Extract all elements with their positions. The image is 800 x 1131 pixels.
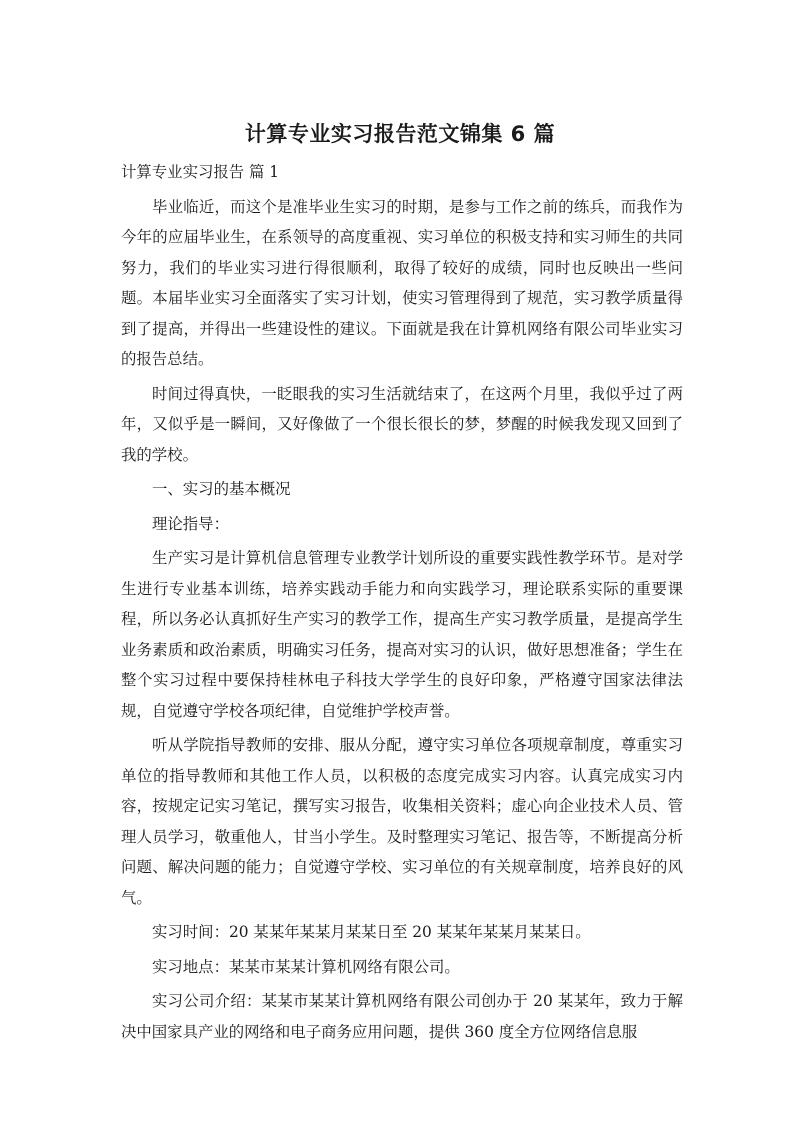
document-body [121,157,683,1051]
subheading: 理论指导： [152,514,229,533]
internship-place: 实习地点：某某市某某计算机网络有限公司。 [152,957,460,976]
paragraph: 时间过得真快，一眨眼我的实习生活就结束了，在这两个月里，我似乎过了两年，又似乎是一瞬间，又好像做了一个很长很长的梦，梦醒的时候我发现又回到了我的学校。 [121,384,683,464]
paragraph: 毕业临近，而这个是准毕业生实习的时期，是参与工作之前的练兵，而我作为今年的应届毕业生，在系领导的高度重视、实习单位的积极支持和实习师生的共同努力，我们的毕业实习进行得很顺利，取得了较好的成绩，同时也反映出一些问题。本届毕业实习全面落实了实习计划，使实习管理得到了规范，实习教学质量得到了提高，并得出一些建设性的建议。下面就是我在计算机网络有限公司毕业实习的报告总结。 [121,197,683,368]
section-heading: 计算专业实习报告 篇 1 [121,163,280,181]
document-title: 计算专业实习报告范文锦集 6 篇 [244,122,556,146]
paragraph: 生产实习是计算机信息管理专业教学计划所设的重要实践性教学环节。是对学生进行专业基本训练，培养实践动手能力和向实践学习，理论联系实际的重要课程，所以务必认真抓好生产实习的教学工作，提高生产实习教学质量，是提高学生业务素质和政治素质，明确实习任务，提高对实习的认识，做好思想准备；学生在整个实习过程中要保持桂林电子科技大学学生的良好印象，严格遵守国家法律法规，自觉遵守学校各项纪律，自觉维护学校声誉。 [121,549,683,720]
internship-time: 实习时间：20 某某年某某月某某日至 20 某某年某某月某某日。 [152,923,591,941]
paragraph: 听从学院指导教师的安排、服从分配，遵守实习单位各项规章制度，尊重实习单位的指导教师和其他工作人员，以积极的态度完成实习内容。认真完成实习内容，按规定记实习笔记，撰写实习报告，收集相关资料；虚心向企业技术人员、管理人员学习，敬重他人，甘当小学生。及时整理实习笔记、报告等，不断提高分析问题、解决问题的能力；自觉遵守学校、实习单位的有关规章制度，培养良好的风气。 [121,736,683,907]
company-intro: 实习公司介绍：某某市某某计算机网络有限公司创办于 20 某某年，致力于解决中国家具产业的网络和电子商务应用问题，提供 360 度全方位网络信息服 [121,992,683,1041]
subheading: 一、实习的基本概况 [152,480,291,498]
